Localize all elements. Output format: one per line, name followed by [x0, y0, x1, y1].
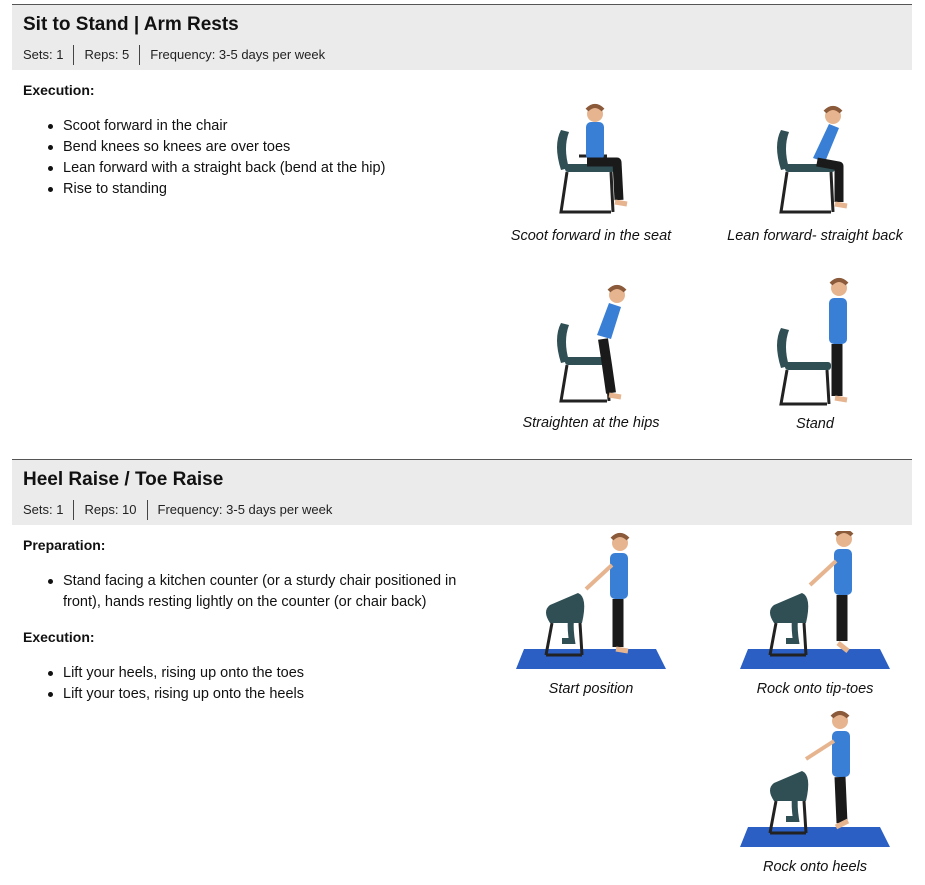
list-item: Lift your heels, rising up onto the toes: [37, 663, 473, 684]
standing-person-illustration: [755, 276, 875, 408]
section-header: [12, 459, 912, 525]
exercise-section-heel-toe-raise: [12, 459, 912, 885]
seated-person-illustration: [531, 100, 651, 220]
standing-at-chair-illustration: [516, 531, 666, 673]
list-item: Scoot forward in the chair: [37, 116, 473, 137]
figure-caption: Lean forward- straight back: [727, 228, 903, 244]
figure-lean-forward: [710, 100, 920, 247]
exercise-section-sit-to-stand: [12, 4, 912, 456]
exercise-meta: [23, 45, 912, 65]
figure-caption: Start position: [548, 681, 634, 697]
figure-heels: [710, 709, 920, 878]
reps-value: Reps: 10: [73, 500, 146, 520]
sets-value: Sets: 1: [23, 47, 64, 62]
figure-caption: Rock onto heels: [763, 859, 867, 875]
execution-heading: Execution:: [23, 629, 95, 645]
list-item: Lift your toes, rising up onto the heels: [37, 684, 473, 705]
frequency-value: Frequency: 3-5 days per week: [139, 45, 335, 65]
section-header: [12, 4, 912, 70]
tiptoe-person-illustration: [740, 531, 890, 673]
figure-straighten-hips: [486, 283, 696, 434]
sets-value: Sets: 1: [23, 502, 64, 517]
heel-rock-person-illustration: [740, 709, 890, 851]
figure-caption: Stand: [796, 416, 834, 432]
reps-value: Reps: 5: [73, 45, 139, 65]
exercise-meta: [23, 500, 912, 520]
list-item: Bend knees so knees are over toes: [37, 137, 473, 158]
list-item: Rise to standing: [37, 179, 473, 200]
leaning-person-illustration: [755, 100, 875, 220]
figure-caption: Straighten at the hips: [522, 415, 660, 431]
figure-caption: Scoot forward in the seat: [510, 228, 672, 244]
execution-heading: Execution:: [23, 82, 95, 98]
figure-start-position: [486, 531, 696, 700]
instructions: [23, 537, 473, 705]
instructions: [23, 82, 473, 200]
preparation-heading: Preparation:: [23, 537, 106, 553]
figure-caption: Rock onto tip-toes: [756, 681, 874, 697]
frequency-value: Frequency: 3-5 days per week: [147, 500, 343, 520]
list-item: Lean forward with a straight back (bend at the hip): [37, 158, 473, 179]
rising-person-illustration: [531, 283, 651, 407]
exercise-title: Heel Raise / Toe Raise: [23, 469, 224, 490]
figure-stand: [710, 276, 920, 435]
figure-scoot-forward: [486, 100, 696, 247]
figure-tip-toes: [710, 531, 920, 700]
execution-list: [37, 663, 473, 705]
preparation-list: [37, 571, 457, 613]
execution-list: [37, 116, 473, 200]
exercise-title: Sit to Stand | Arm Rests: [23, 14, 239, 35]
list-item: Stand facing a kitchen counter (or a sturdy chair positioned in front), hands resting lightly on the counter (or chair back): [37, 571, 457, 613]
